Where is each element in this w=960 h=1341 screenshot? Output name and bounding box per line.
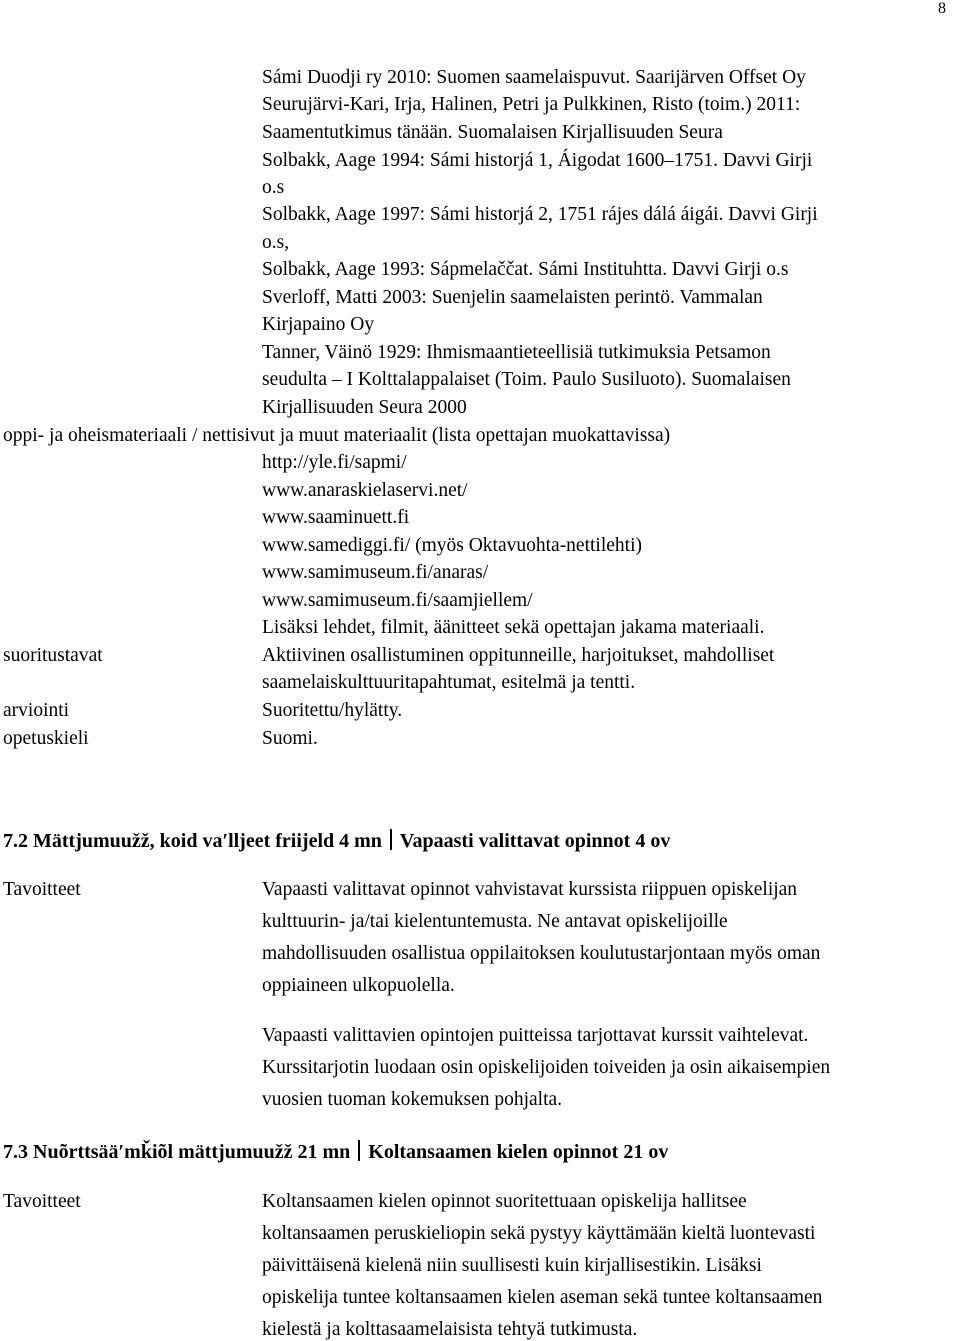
section-7-3-text: koltansaamen peruskieliopin sekä pystyy käyttämään kieltä luontevasti — [262, 1223, 816, 1244]
suoritustavat-text: Aktiivinen osallistuminen oppitunneille, harjoitukset, mahdolliset — [262, 645, 775, 666]
heading-divider — [358, 1140, 360, 1161]
section-7-3-title-finnish: Koltansaamen kielen opinnot 21 ov — [368, 1141, 669, 1163]
link-samimuseum-anaras[interactable]: www.samimuseum.fi/anaras/ — [262, 562, 489, 583]
section-7-2-title-sami: 7.2 Mättjumuužž, koid va′lljeet friijeld 4 mn — [3, 830, 382, 852]
section-7-2-heading — [3, 829, 670, 851]
heading-divider — [390, 829, 392, 850]
arviointi-value: Suoritettu/hylätty. — [262, 700, 403, 721]
reference-line: Saamentutkimus tänään. Suomalaisen Kirjallisuuden Seura — [262, 122, 723, 143]
link-samediggi[interactable]: www.samediggi.fi/ (myös Oktavuohta-nettilehti) — [262, 535, 642, 556]
arviointi-label: arviointi — [3, 700, 70, 721]
section-7-2-title-finnish: Vapaasti valittavat opinnot 4 ov — [399, 830, 671, 852]
section-7-3-title-sami: 7.3 Nuõrttsää′mǩiõl mättjumuužž 21 mn — [3, 1141, 351, 1163]
section-7-2-text: Vapaasti valittavien opintojen puitteissa tarjottavat kurssit vaihtelevat. — [262, 1025, 809, 1046]
link-samimuseum-saamjiellem[interactable]: www.samimuseum.fi/saamjiellem/ — [262, 590, 533, 611]
reference-line: o.s — [262, 177, 285, 198]
link-saaminuett[interactable]: www.saaminuett.fi — [262, 507, 410, 528]
section-7-2-text: vuosien tuoman kokemuksen pohjalta. — [262, 1089, 563, 1110]
opetuskieli-label: opetuskieli — [3, 728, 89, 749]
section-7-2-tavoitteet-label: Tavoitteet — [3, 879, 81, 900]
section-7-2-text: mahdollisuuden osallistua oppilaitoksen koulutustarjontaan myös oman — [262, 943, 821, 964]
page-number: 8 — [938, 0, 946, 17]
reference-line: Sverloff, Matti 2003: Suenjelin saamelaisten perintö. Vammalan — [262, 287, 763, 308]
section-7-3-text: päivittäisenä kielenä niin suullisesti kuin kirjallisestikin. Lisäksi — [262, 1255, 762, 1276]
suoritustavat-text: saamelaiskulttuuritapahtumat, esitelmä ja tentti. — [262, 672, 636, 693]
reference-line: o.s, — [262, 232, 290, 253]
materials-heading: oppi- ja oheismateriaali / nettisivut ja muut materiaalit (lista opettajan muokattavissa) — [3, 425, 671, 446]
reference-line: Solbakk, Aage 1997: Sámi historjá 2, 1751 rájes dálá áigái. Davvi Girji — [262, 204, 818, 225]
reference-line: Kirjapaino Oy — [262, 314, 375, 335]
reference-line: Sámi Duodji ry 2010: Suomen saamelaispuvut. Saarijärven Offset Oy — [262, 67, 806, 88]
section-7-2-text: kulttuurin- ja/tai kielentuntemusta. Ne antavat opiskelijoille — [262, 911, 728, 932]
reference-line: Tanner, Väinö 1929: Ihmismaantieteellisiä tutkimuksia Petsamon — [262, 342, 771, 363]
materials-note: Lisäksi lehdet, filmit, äänitteet sekä opettajan jakama materiaali. — [262, 617, 765, 638]
link-anaraskielaservi[interactable]: www.anaraskielaservi.net/ — [262, 480, 468, 501]
section-7-3-text: opiskelija tuntee koltansaamen kielen aseman sekä tuntee koltansaamen — [262, 1287, 823, 1308]
opetuskieli-value: Suomi. — [262, 728, 318, 749]
reference-line: Kirjallisuuden Seura 2000 — [262, 397, 467, 418]
reference-line: Solbakk, Aage 1994: Sámi historjá 1, Áigodat 1600–1751. Davvi Girji — [262, 150, 813, 171]
section-7-3-heading — [3, 1140, 668, 1162]
reference-line: Seurujärvi-Kari, Irja, Halinen, Petri ja Pulkkinen, Risto (toim.) 2011: — [262, 94, 801, 115]
suoritustavat-label: suoritustavat — [3, 645, 103, 666]
section-7-2-text: Kurssitarjotin luodaan osin opiskelijoiden toiveiden ja osin aikaisempien — [262, 1057, 831, 1078]
section-7-2-text: oppiaineen ulkopuolella. — [262, 975, 455, 996]
reference-line: seudulta – I Kolttalappalaiset (Toim. Paulo Susiluoto). Suomalaisen — [262, 369, 791, 390]
reference-line: Solbakk, Aage 1993: Sápmelaččat. Sámi Instituhtta. Davvi Girji o.s — [262, 259, 789, 280]
link-yle-sapmi[interactable]: http://yle.fi/sapmi/ — [262, 452, 407, 473]
section-7-2-text: Vapaasti valittavat opinnot vahvistavat kurssista riippuen opiskelijan — [262, 879, 798, 900]
section-7-3-tavoitteet-label: Tavoitteet — [3, 1191, 81, 1212]
section-7-3-text: Koltansaamen kielen opinnot suoritettuaan opiskelija hallitsee — [262, 1191, 747, 1212]
section-7-3-text: kielestä ja kolttasaamelaisista tehtyä tutkimusta. — [262, 1319, 638, 1340]
